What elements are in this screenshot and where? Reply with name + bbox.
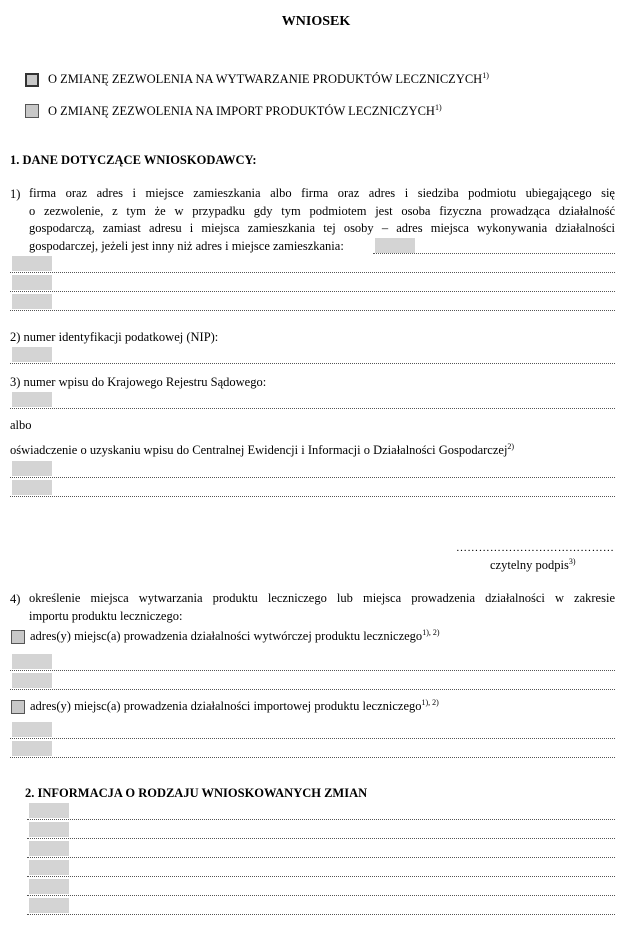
dotted-line (10, 738, 615, 739)
option-manufacturing (48, 72, 489, 87)
dotted-line (27, 876, 615, 877)
item4-line: importu produktu leczniczego: (29, 608, 183, 623)
item1-number: 1) (10, 187, 21, 201)
ceidg-declaration-label: oświadczenie o uzyskaniu wpisu do Centralnej Ewidencji i Informacji o Działalności Gospodarczej (10, 443, 508, 457)
dotted-line (10, 477, 615, 478)
item3-krs-label: 3) numer wpisu do Krajowego Rejestru Sądowego: (10, 375, 267, 389)
signature-caption (490, 558, 575, 573)
dotted-line (27, 819, 615, 820)
changes-field[interactable] (29, 841, 69, 856)
dotted-line (10, 363, 615, 364)
import-site-field[interactable] (12, 722, 52, 737)
item2-nip-label: 2) numer identyfikacji podatkowej (NIP): (10, 330, 219, 344)
section2-heading: 2. INFORMACJA O RODZAJU WNIOSKOWANYCH ZMIAN (25, 786, 368, 800)
signature-line: …………………………………… (456, 542, 615, 554)
checkbox-manufacturing[interactable] (25, 73, 39, 87)
import-site-option (30, 699, 439, 714)
dotted-line (10, 757, 615, 758)
dotted-line (10, 670, 615, 671)
ceidg-field[interactable] (12, 480, 52, 495)
dotted-line (10, 291, 615, 292)
item1-line: gospodarczą, zamiast adresu i miejsca zamieszkania tej osoby – adres miejsca wykonywania działalności (29, 221, 615, 236)
changes-field[interactable] (29, 822, 69, 837)
dotted-line (10, 408, 615, 409)
ceidg-declaration (10, 443, 514, 458)
footnote-ref: 1), 2) (422, 627, 440, 637)
krs-field[interactable] (12, 392, 52, 407)
item1-line: o zezwolenie, z tym że w przypadku gdy tym podmiotem jest osoba fizyczna prowadząca działalność (29, 203, 615, 218)
dotted-line (10, 689, 615, 690)
dotted-line (27, 857, 615, 858)
signature-label: czytelny podpis (490, 558, 569, 572)
nip-field[interactable] (12, 347, 52, 362)
item4-number: 4) (10, 592, 21, 606)
changes-field[interactable] (29, 860, 69, 875)
checkbox-import-site[interactable] (11, 700, 25, 714)
option-import (48, 104, 442, 119)
footnote-ref: 1) (434, 102, 442, 112)
manufacturing-site-label: adres(y) miejsc(a) prowadzenia działalności wytwórczej produktu leczniczego (30, 629, 423, 643)
import-site-field[interactable] (12, 741, 52, 756)
dotted-line (10, 496, 615, 497)
footnote-ref: 2) (507, 441, 515, 451)
option-import-label: O ZMIANĘ ZEZWOLENIA NA IMPORT PRODUKTÓW LECZNICZYCH (48, 104, 435, 118)
item1-line: gospodarczej, jeżeli jest inny niż adres i miejsce zamieszkania: (29, 238, 344, 253)
ceidg-field[interactable] (12, 461, 52, 476)
item4-line: określenie miejsca wytwarzania produktu leczniczego lub miejsca prowadzenia działalności w zakresie (29, 591, 615, 605)
dotted-line (27, 838, 615, 839)
changes-field[interactable] (29, 898, 69, 913)
footnote-ref: 1) (482, 70, 489, 80)
address-inline-field[interactable] (375, 238, 415, 253)
manufacturing-site-field[interactable] (12, 673, 52, 688)
item1-line: firma oraz adres i miejsce zamieszkania albo firma oraz adres i siedziba podmiotu ubiegającego się (29, 186, 615, 200)
changes-field[interactable] (29, 879, 69, 894)
footnote-ref: 1), 2) (421, 697, 439, 707)
footnote-ref: 3) (568, 556, 576, 566)
dotted-line (373, 253, 615, 254)
page-title: WNIOSEK (281, 14, 351, 29)
address-field[interactable] (12, 294, 52, 309)
manufacturing-site-field[interactable] (12, 654, 52, 669)
option-manufacturing-label: O ZMIANĘ ZEZWOLENIA NA WYTWARZANIE PRODUKTÓW LECZNICZYCH (48, 72, 483, 86)
item1-text (29, 185, 615, 255)
albo-text: albo (10, 418, 32, 432)
item4-text (29, 590, 615, 625)
dotted-line (10, 310, 615, 311)
dotted-line (27, 914, 615, 915)
address-field[interactable] (12, 256, 52, 271)
changes-field[interactable] (29, 803, 69, 818)
address-field[interactable] (12, 275, 52, 290)
checkbox-import[interactable] (25, 104, 39, 118)
section1-heading: 1. DANE DOTYCZĄCE WNIOSKODAWCY: (10, 153, 257, 167)
dotted-line (10, 272, 615, 273)
dotted-line (27, 895, 615, 896)
manufacturing-site-option (30, 629, 440, 644)
checkbox-manufacturing-site[interactable] (11, 630, 25, 644)
import-site-label: adres(y) miejsc(a) prowadzenia działalności importowej produktu leczniczego (30, 699, 422, 713)
